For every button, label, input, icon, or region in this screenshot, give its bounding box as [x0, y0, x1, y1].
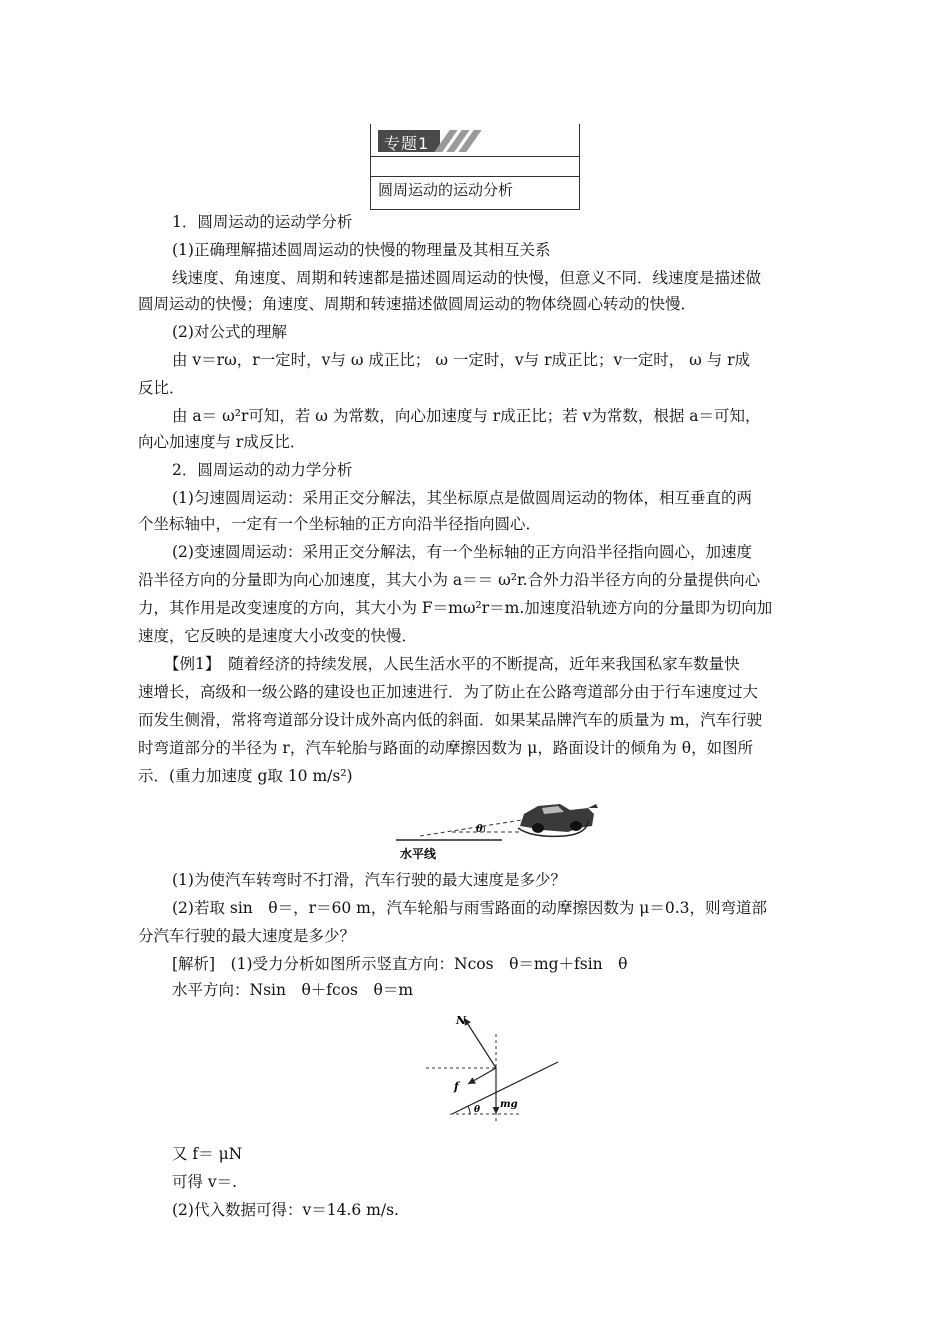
question-line: 分汽车行驶的最大速度是多少？ — [138, 927, 356, 945]
topic-tag-label: 专题1 — [384, 134, 430, 153]
formula-line: 反比． — [138, 379, 185, 397]
car-banked-road-figure — [392, 792, 612, 862]
example-line: 而发生侧滑，常将弯道部分设计成外高内低的斜面．如果某品牌汽车的质量为 m，汽车行驶 — [138, 711, 763, 729]
force-diagram-figure — [420, 1004, 570, 1129]
angle-label: θ — [476, 824, 483, 835]
question-line: (2)若取 sin θ＝，r＝60 m，汽车轮船与雨雪路面的动摩擦因数为 μ＝0.3，则弯道部 — [172, 899, 768, 917]
solution-line — [172, 954, 628, 974]
section-heading-2: 2．圆周运动的动力学分析 — [172, 461, 353, 479]
topic-header-box — [370, 124, 580, 210]
example-line: 【例1】 随着经济的持续发展，人民生活水平的不断提高，近年来我国私家车数量快 — [164, 655, 740, 673]
paragraph-line: 线速度、角速度、周期和转速都是描述圆周运动的快慢，但意义不同．线速度是描述做 — [172, 269, 762, 287]
gravity-force-label: mg — [500, 1099, 518, 1110]
paragraph-line: 个坐标轴中，一定有一个坐标轴的正方向沿半径指向圆心． — [138, 515, 542, 533]
subsection-heading: (1)正确理解描述圆周运动的快慢的物理量及其相互关系 — [172, 241, 551, 259]
paragraph-line: (2)变速圆周运动：采用正交分解法，有一个坐标轴的正方向沿半径指向圆心，加速度 — [172, 543, 752, 561]
solution-line: 水平方向：Nsin θ＋fcos θ＝m — [172, 981, 414, 999]
formula-line: 由 a＝ ω²r可知，若 ω 为常数，向心加速度与 r成正比；若 v为常数，根据 a＝可知， — [172, 407, 761, 425]
question-line: (1)为使汽车转弯时不打滑，汽车行驶的最大速度是多少？ — [172, 871, 566, 889]
solution-line: 可得 v＝. — [172, 1173, 238, 1191]
friction-force-label: f — [454, 1080, 459, 1093]
car-icon — [520, 804, 598, 833]
example-line: 时弯道部分的半径为 r，汽车轮胎与路面的动摩擦因数为 μ，路面设计的倾角为 θ，如图所 — [138, 739, 754, 757]
topic-tag-badge — [378, 130, 498, 152]
normal-force-label: N — [456, 1014, 467, 1027]
topic-title: 圆周运动的运动分析 — [378, 181, 514, 199]
example-line: 示．(重力加速度 g取 10 m/s²) — [138, 767, 353, 785]
horizontal-line-label: 水平线 — [400, 847, 437, 861]
example-line: 速增长，高级和一级公路的建设也正加速进行．为了防止在公路弯道部分由于行车速度过大 — [138, 683, 759, 701]
solution-text: [解析] (1)受力分析如图所示竖直方向：Ncos θ＝mg＋fsin θ — [172, 955, 628, 973]
paragraph-line: 沿半径方向的分量即为向心加速度，其大小为 a＝＝ ω²r.合外力沿半径方向的分量提供向心 — [138, 571, 761, 589]
paragraph-line: (1)匀速圆周运动：采用正交分解法，其坐标原点是做圆周运动的物体，相互垂直的两 — [172, 489, 752, 507]
paragraph-line: 圆周运动的快慢；角速度、周期和转速描述做圆周运动的物体绕圆心转动的快慢． — [138, 295, 697, 313]
section-heading-1: 1．圆周运动的运动学分析 — [172, 213, 353, 231]
paragraph-line: 速度，它反映的是速度大小改变的快慢． — [138, 627, 418, 645]
solution-line: 又 f＝ μN — [172, 1145, 243, 1163]
paragraph-line: 力，其作用是改变速度的方向，其大小为 F＝mω²r＝m.加速度沿轨迹方向的分量即为切向加 — [138, 599, 773, 617]
formula-line: 由 v＝rω，r一定时，v与 ω 成正比； ω 一定时，v与 r成正比；v一定时， ω 与 r成 — [172, 351, 751, 369]
formula-line: 向心加速度与 r成反比． — [138, 433, 306, 451]
solution-line: (2)代入数据可得：v＝14.6 m/s. — [172, 1201, 399, 1219]
angle-label: θ — [474, 1105, 481, 1115]
subsection-heading: (2)对公式的理解 — [172, 323, 287, 341]
